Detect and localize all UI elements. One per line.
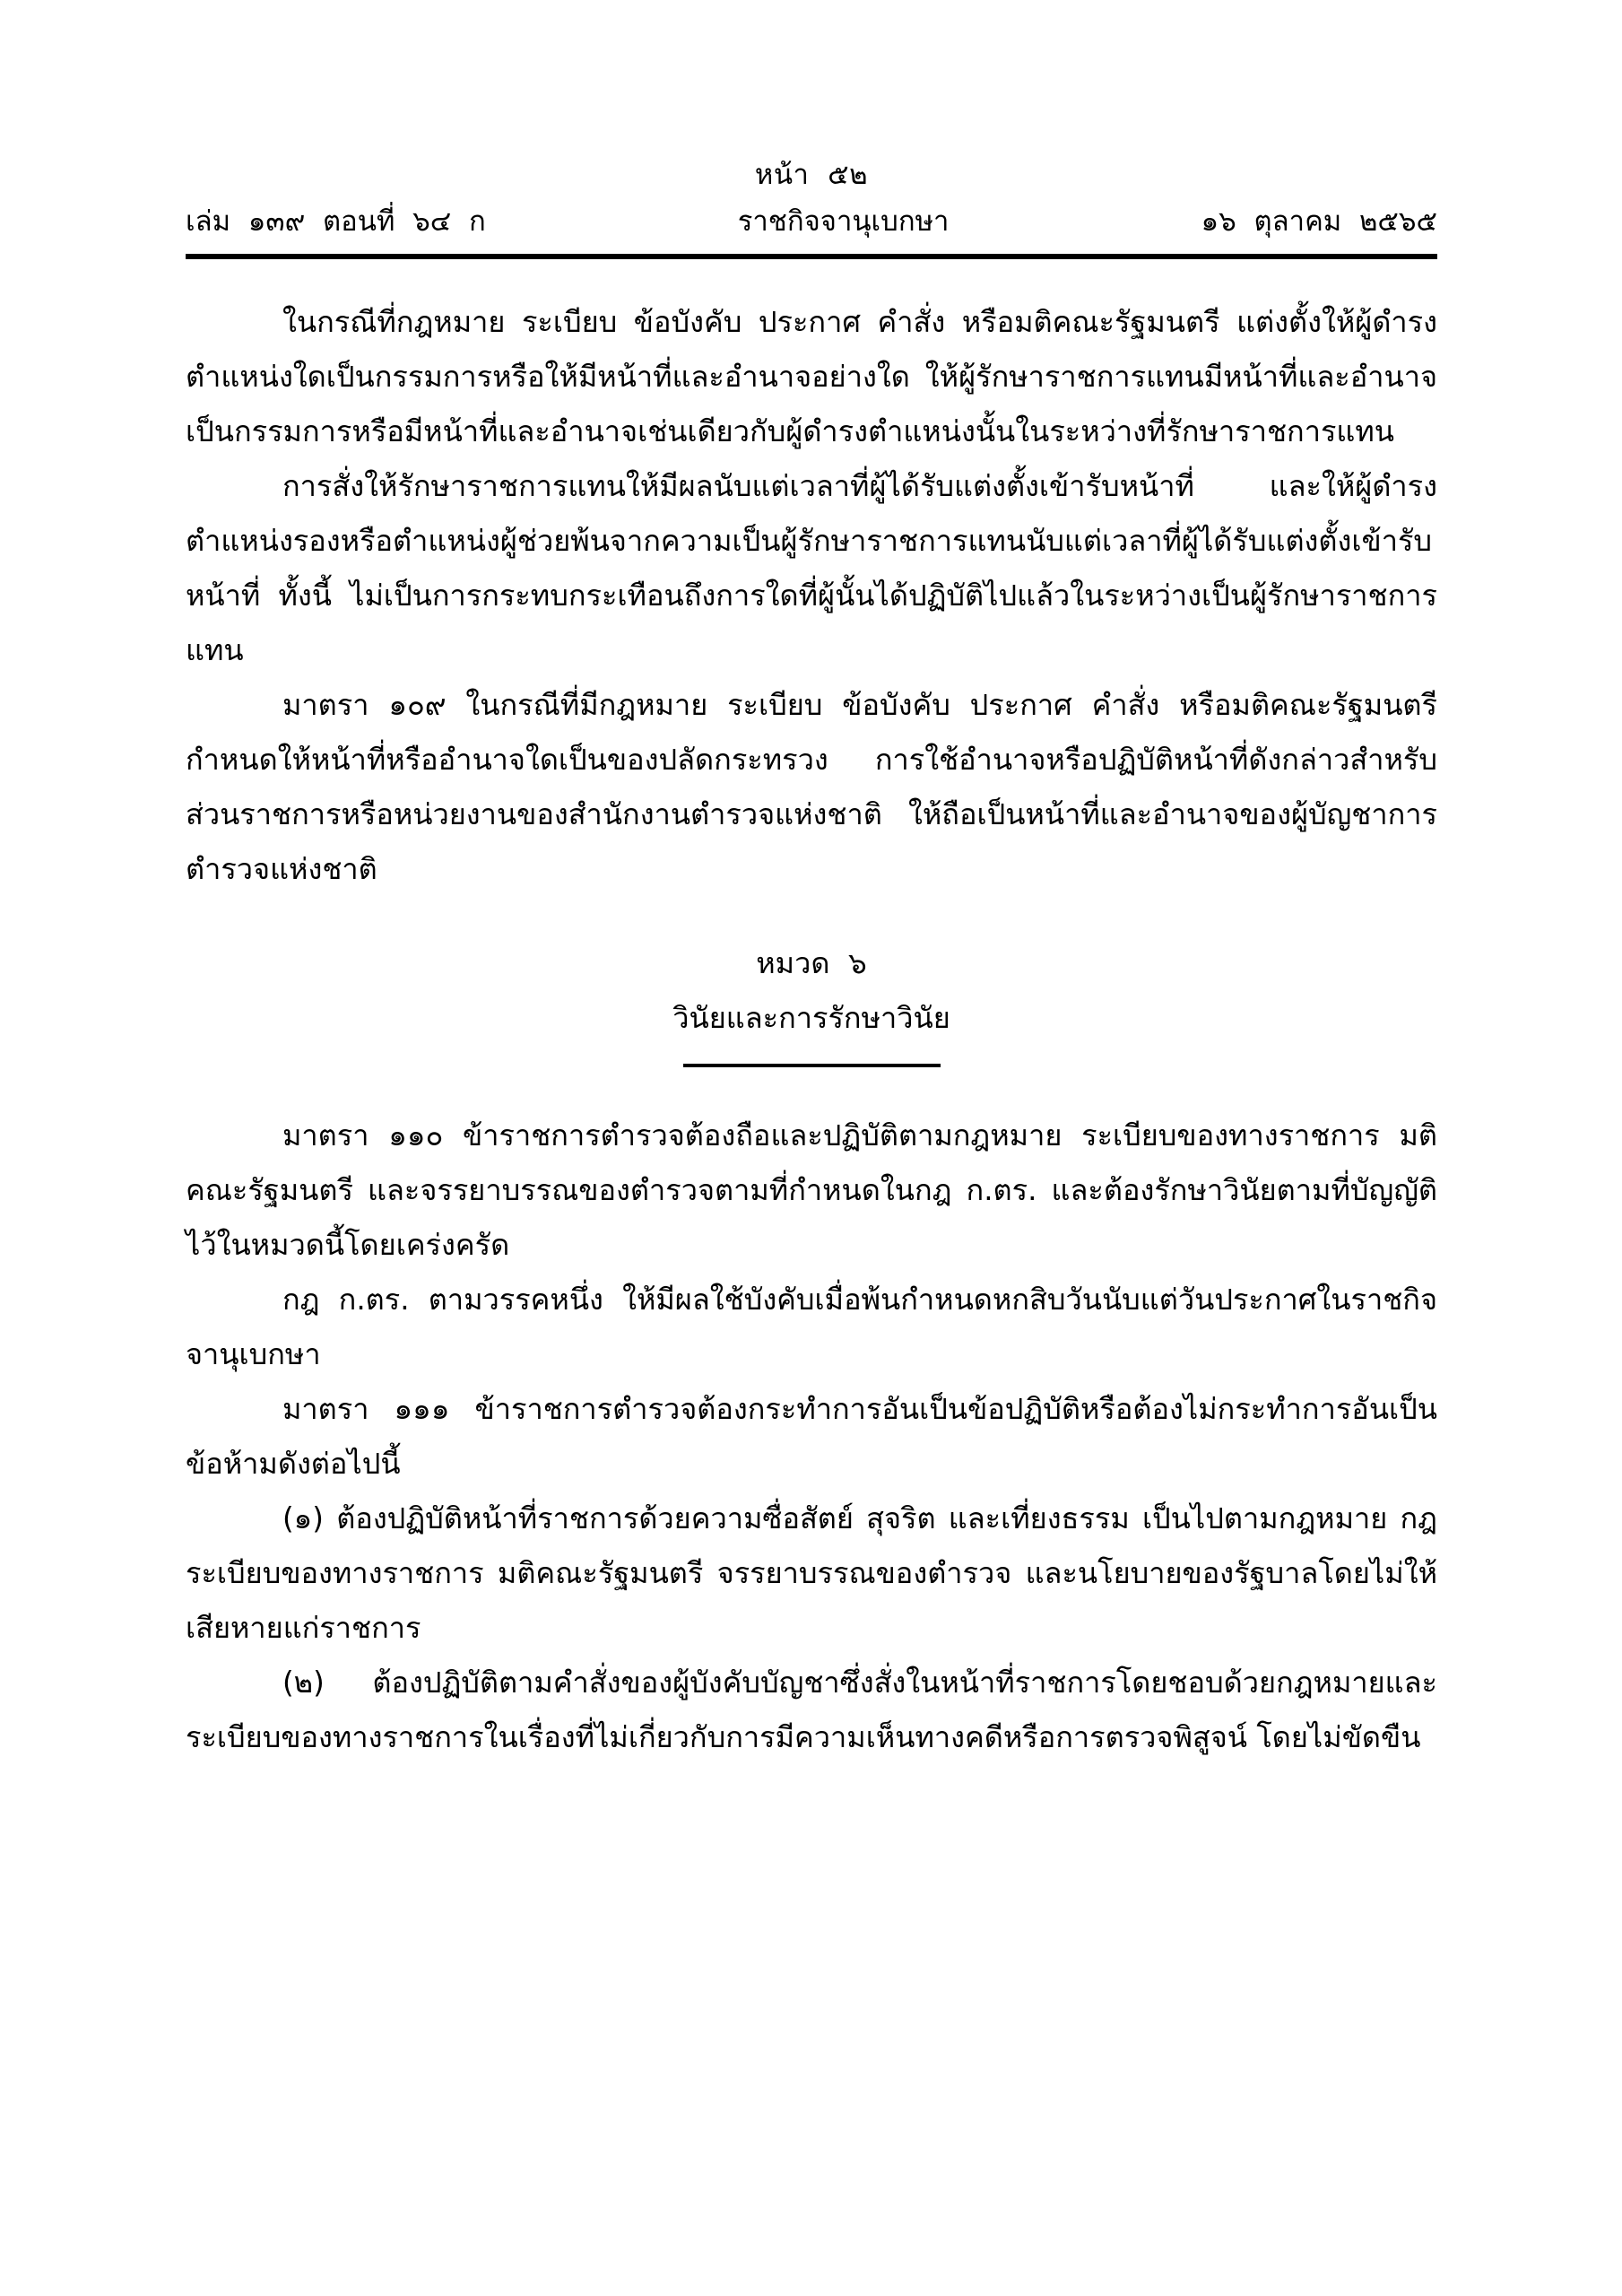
chapter-number: หมวด ๖ xyxy=(756,945,867,980)
running-head xyxy=(186,0,1437,259)
header-divider-rule xyxy=(186,254,1437,259)
volume-part-label: เล่ม ๑๓๙ ตอนที่ ๖๔ ก xyxy=(186,204,486,238)
paragraph: ในกรณีที่กฎหมาย ระเบียบ ข้อบังคับ ประกาศ คำสั่ง หรือมติคณะรัฐมนตรี แต่งตั้งให้ผู้ดำรงตำแหน่งใดเป็นกรรมการหรือให้มีหน้าที่และอำนาจอย่างใด ให้ผู้รักษาราชการแทนมีหน้าที่และอำนาจเป็นกรรมการหรือมีหน้าที่และอำนาจเช่นเดียวกับผู้ดำรงตำแหน่งนั้นในระหว่างที่รักษาราชการแทน xyxy=(186,304,1437,448)
chapter-divider-rule xyxy=(683,1064,941,1067)
running-head-row xyxy=(186,204,1437,241)
section-111-paragraph: มาตรา ๑๑๑ ข้าราชการตำรวจต้องกระทำการอันเป็นข้อปฏิบัติหรือต้องไม่กระทำการอันเป็นข้อห้ามดังต่อไปนี้ xyxy=(186,1391,1437,1481)
page-content-column xyxy=(186,0,1437,1765)
paragraph: การสั่งให้รักษาราชการแทนให้มีผลนับแต่เวลาที่ผู้ได้รับแต่งตั้งเข้ารับหน้าที่ และให้ผู้ดำรงตำแหน่งรองหรือตำแหน่งผู้ช่วยพ้นจากความเป็นผู้รักษาราชการแทนนับแต่เวลาที่ผู้ได้รับแต่งตั้งเข้ารับหน้าที่ ทั้งนี้ ไม่เป็นการกระทบกระเทือนถึงการใดที่ผู้นั้นได้ปฏิบัติไปแล้วในระหว่างเป็นผู้รักษาราชการแทน xyxy=(186,468,1437,667)
gazette-name-label: ราชกิจจานุเบกษา xyxy=(737,204,950,238)
publication-date-label: ๑๖ ตุลาคม ๒๕๖๕ xyxy=(1201,204,1437,238)
chapter-title: วินัยและการรักษาวินัย xyxy=(672,1000,950,1035)
document-body xyxy=(186,295,1437,1765)
chapter-heading-block xyxy=(186,936,1437,1067)
section-110-paragraph-2: กฎ ก.ตร. ตามวรรคหนึ่ง ให้มีผลใช้บังคับเมื่อพ้นกำหนดหกสิบวันนับแต่วันประกาศในราชกิจจานุเบกษา xyxy=(186,1282,1437,1371)
chapter-body xyxy=(186,1109,1437,1765)
list-item-2: (๒) ต้องปฏิบัติตามคำสั่งของผู้บังคับบัญชาซึ่งสั่งในหน้าที่ราชการโดยชอบด้วยกฎหมายและระเบียบของทางราชการในเรื่องที่ไม่เกี่ยวกับการมีความเห็นทางคดีหรือการตรวจพิสูจน์ โดยไม่ขัดขืน xyxy=(186,1665,1437,1754)
section-110-paragraph: มาตรา ๑๑๐ ข้าราชการตำรวจต้องถือและปฏิบัติตามกฎหมาย ระเบียบของทางราชการ มติคณะรัฐมนตรี และจรรยาบรรณของตำรวจตามที่กำหนดในกฎ ก.ตร. และต้องรักษาวินัยตามที่บัญญัติไว้ในหมวดนี้โดยเคร่งครัด xyxy=(186,1118,1437,1262)
list-item-1: (๑) ต้องปฏิบัติหน้าที่ราชการด้วยความซื่อสัตย์ สุจริต และเที่ยงธรรม เป็นไปตามกฎหมาย กฎ ระเบียบของทางราชการ มติคณะรัฐมนตรี จรรยาบรรณของตำรวจ และนโยบายของรัฐบาลโดยไม่ให้เสียหายแก่ราชการ xyxy=(186,1500,1437,1645)
page-number-label: หน้า ๕๒ xyxy=(754,159,869,191)
section-109-paragraph: มาตรา ๑๐๙ ในกรณีที่มีกฎหมาย ระเบียบ ข้อบังคับ ประกาศ คำสั่ง หรือมติคณะรัฐมนตรีกำหนดให้หน้าที่หรืออำนาจใดเป็นของปลัดกระทรวง การใช้อำนาจหรือปฏิบัติหน้าที่ดังกล่าวสำหรับส่วนราชการหรือหน่วยงานของสำนักงานตำรวจแห่งชาติ ให้ถือเป็นหน้าที่และอำนาจของผู้บัญชาการตำรวจแห่งชาติ xyxy=(186,687,1437,886)
